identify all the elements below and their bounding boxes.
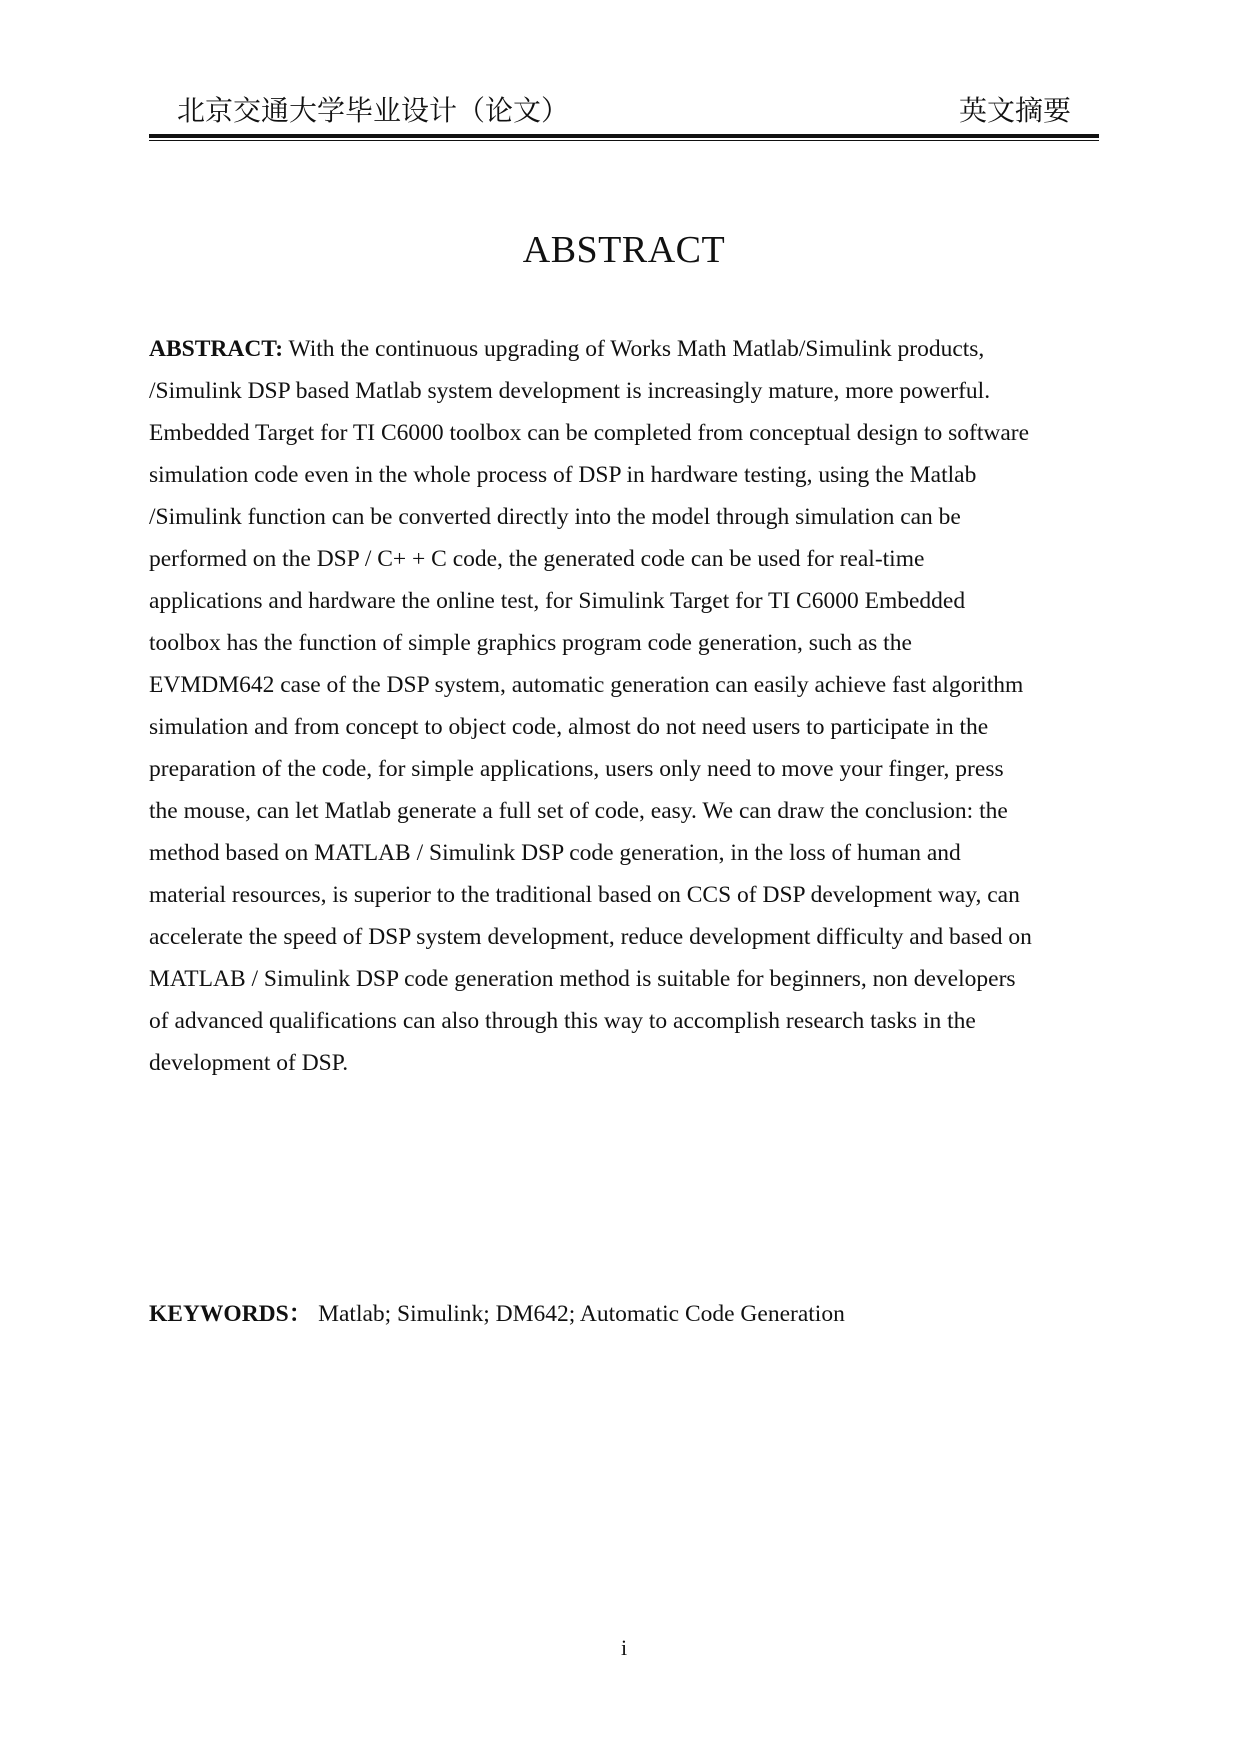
abstract-line: preparation of the code, for simple applications, users only need to move your finger, press (149, 756, 1004, 782)
abstract-line: material resources, is superior to the traditional based on CCS of DSP development way, can (149, 882, 1020, 908)
abstract-line: simulation code even in the whole process of DSP in hardware testing, using the Matlab (149, 462, 977, 488)
abstract-line: accelerate the speed of DSP system development, reduce development difficulty and based on (149, 924, 1032, 950)
abstract-line: /Simulink function can be converted directly into the model through simulation can be (149, 504, 961, 530)
keywords-text: Matlab; Simulink; DM642; Automatic Code Generation (312, 1301, 845, 1327)
abstract-line: EVMDM642 case of the DSP system, automatic generation can easily achieve fast algorithm (149, 672, 1024, 698)
header-rule-thick (149, 134, 1099, 138)
abstract-line: applications and hardware the online test, for Simulink Target for TI C6000 Embedded (149, 588, 966, 614)
abstract-line: development of DSP. (149, 1050, 349, 1076)
abstract-line: MATLAB / Simulink DSP code generation method is suitable for beginners, non developers (149, 966, 1016, 992)
abstract-line: method based on MATLAB / Simulink DSP code generation, in the loss of human and (149, 840, 961, 866)
running-header (149, 90, 1099, 130)
page-number: i (620, 1635, 628, 1660)
abstract-line: simulation and from concept to object code, almost do not need users to participate in the (149, 714, 989, 740)
abstract-label: ABSTRACT: (149, 336, 284, 362)
abstract-line: toolbox has the function of simple graphics program code generation, such as the (149, 630, 912, 656)
keywords-label: KEYWORDS： (149, 1301, 313, 1327)
header-section-name: 英文摘要 (958, 94, 1071, 127)
abstract-line: performed on the DSP / C+ + C code, the generated code can be used for real-time (149, 546, 925, 572)
abstract-paragraph (149, 328, 1099, 1084)
keywords-line (149, 1296, 1099, 1332)
header-thesis-title: 北京交通大学毕业设计（论文） (177, 94, 570, 127)
abstract-line: Embedded Target for TI C6000 toolbox can be completed from conceptual design to software (149, 420, 1030, 446)
header-rule-thin (149, 140, 1099, 141)
page-title: ABSTRACT (522, 229, 726, 271)
abstract-line: of advanced qualifications can also through this way to accomplish research tasks in the (149, 1008, 976, 1034)
abstract-line: /Simulink DSP based Matlab system development is increasingly mature, more powerful. (149, 378, 991, 404)
abstract-line: With the continuous upgrading of Works Math Matlab/Simulink products, (283, 336, 985, 362)
abstract-line: the mouse, can let Matlab generate a full set of code, easy. We can draw the conclusion: the (149, 798, 1008, 824)
